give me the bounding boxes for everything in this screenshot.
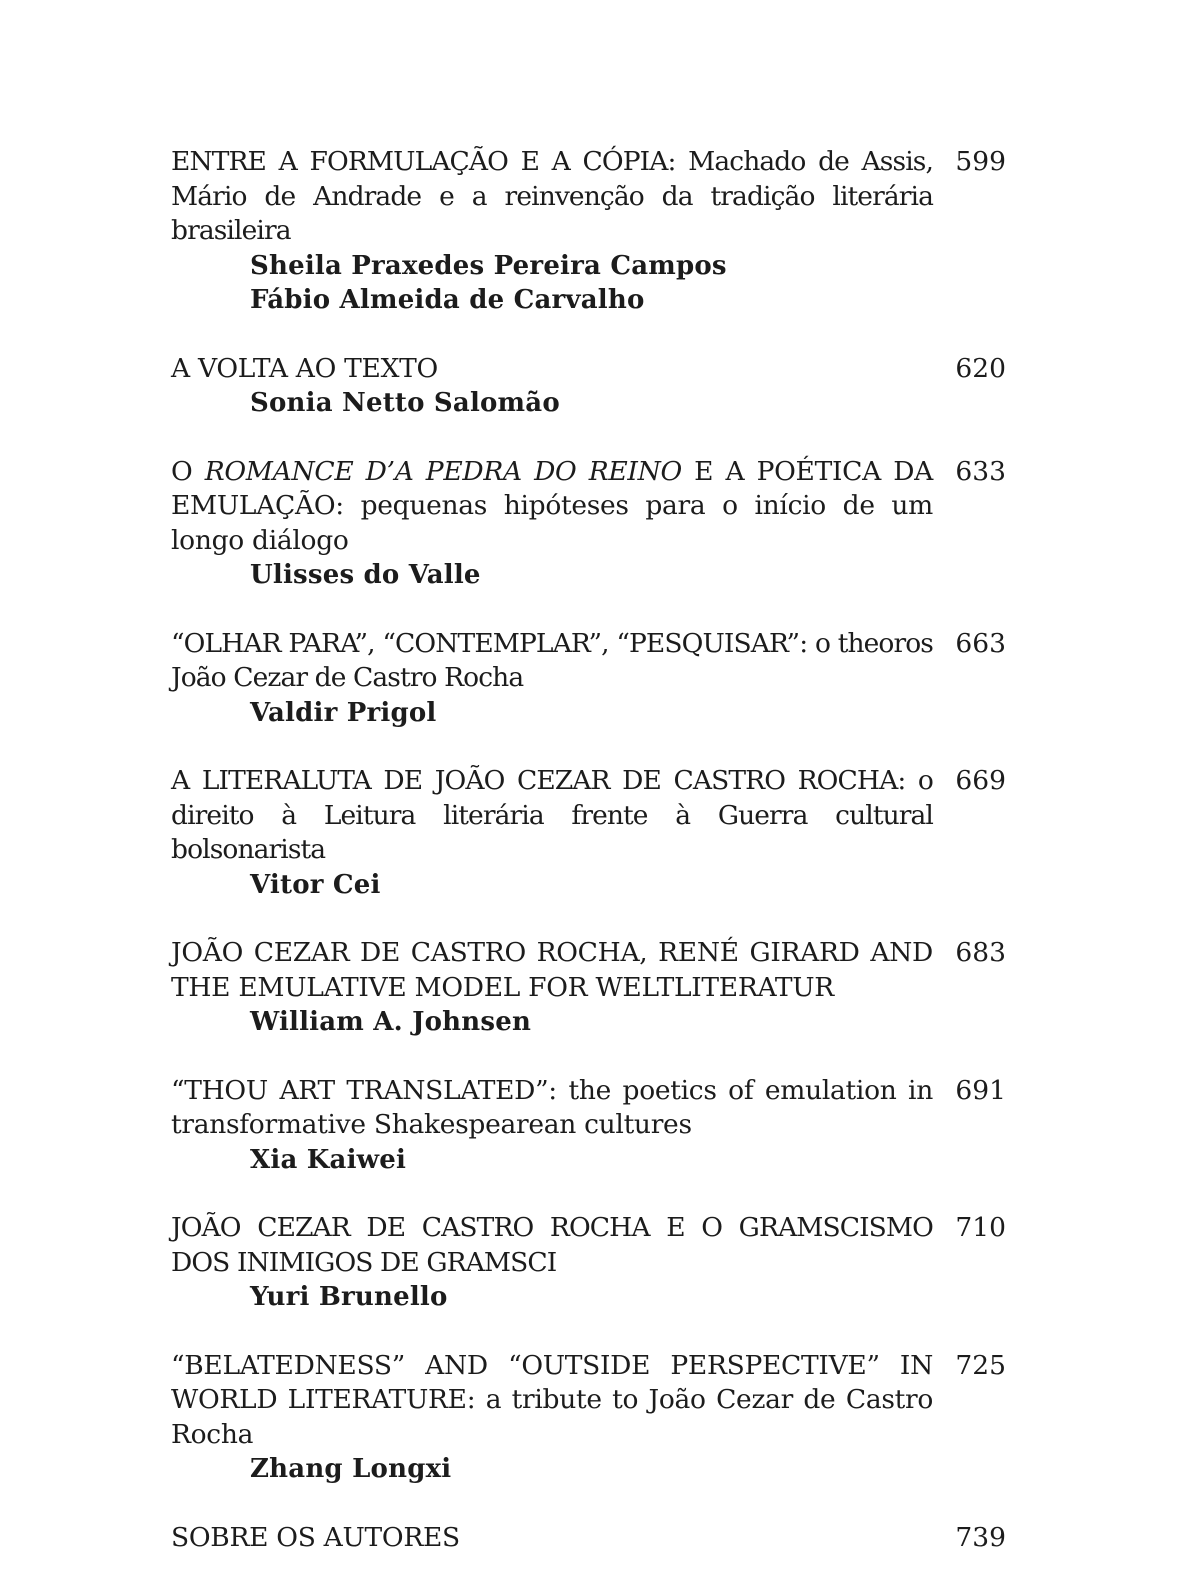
author-name: William A. Johnsen bbox=[250, 1007, 532, 1037]
entry-title[interactable] bbox=[171, 455, 933, 559]
entry-title[interactable]: JOÃO CEZAR DE CASTRO ROCHA E O GRAMSCISMO DOS INIMIGOS DE GRAMSCI bbox=[171, 1212, 933, 1278]
author-name: Zhang Longxi bbox=[250, 1454, 452, 1484]
entry-title[interactable]: JOÃO CEZAR DE CASTRO ROCHA, RENÉ GIRARD AND THE EMULATIVE MODEL FOR WELTLITERATUR bbox=[171, 937, 933, 1003]
author-name: Ulisses do Valle bbox=[250, 560, 481, 590]
page-number: 691 bbox=[955, 1074, 1006, 1106]
entry-title[interactable]: SOBRE OS AUTORES bbox=[171, 1521, 460, 1553]
toc-entry[interactable] bbox=[171, 352, 1006, 421]
page-number: 663 bbox=[955, 627, 1006, 659]
author-name: Fábio Almeida de Carvalho bbox=[250, 285, 645, 315]
author-name: Valdir Prigol bbox=[250, 697, 437, 728]
page-number: 683 bbox=[955, 937, 1006, 968]
page-number: 739 bbox=[955, 1521, 1006, 1553]
page-number: 620 bbox=[955, 352, 1006, 384]
author-name: Sheila Praxedes Pereira Campos bbox=[250, 250, 727, 281]
page-number: 725 bbox=[955, 1349, 1006, 1381]
toc-entry[interactable] bbox=[171, 936, 1006, 1040]
entry-title-italic: ROMANCE D’A PEDRA DO REINO bbox=[204, 455, 682, 487]
entry-title-prefix: O bbox=[171, 455, 205, 487]
page-number: 669 bbox=[955, 765, 1006, 796]
page-number: 633 bbox=[955, 455, 1006, 487]
author-name: Yuri Brunello bbox=[250, 1282, 448, 1312]
entry-title[interactable]: A LITERALUTA DE JOÃO CEZAR DE CASTRO ROCHA: o direito à Leitura literária frente à Guerra cultural bolsonarista bbox=[171, 765, 933, 865]
toc-entry[interactable] bbox=[171, 1349, 1006, 1487]
toc-entry[interactable] bbox=[171, 1211, 1006, 1315]
entry-title[interactable]: A VOLTA AO TEXTO bbox=[171, 352, 438, 384]
table-of-contents bbox=[171, 145, 1006, 1589]
toc-entry[interactable] bbox=[171, 1074, 1006, 1178]
author-name: Vitor Cei bbox=[250, 869, 381, 900]
entry-title[interactable]: “THOU ART TRANSLATED”: the poetics of emulation in transformative Shakespearean cultures bbox=[171, 1074, 933, 1140]
toc-entry[interactable] bbox=[171, 627, 1006, 731]
page-number: 710 bbox=[955, 1212, 1006, 1243]
entry-title[interactable]: “BELATEDNESS” AND “OUTSIDE PERSPECTIVE” IN WORLD LITERATURE: a tribute to João Cezar de Castro Rocha bbox=[171, 1349, 933, 1450]
toc-entry[interactable] bbox=[171, 1521, 1006, 1556]
author-name: Xia Kaiwei bbox=[250, 1144, 407, 1175]
entry-title-suffix: E A POÉTICA DA EMULAÇÃO: pequenas hipóteses para o início de um longo diálogo bbox=[171, 455, 933, 556]
entry-title[interactable]: ENTRE A FORMULAÇÃO E A CÓPIA: Machado de Assis, Mário de Andrade e a reinvenção da tradição literária brasileira bbox=[171, 146, 933, 246]
toc-entry[interactable] bbox=[171, 145, 1006, 318]
author-name: Sonia Netto Salomão bbox=[250, 388, 560, 418]
page-number: 599 bbox=[955, 146, 1006, 177]
toc-entry[interactable] bbox=[171, 455, 1006, 593]
toc-entry[interactable] bbox=[171, 764, 1006, 902]
entry-title[interactable]: “OLHAR PARA”, “CONTEMPLAR”, “PESQUISAR”: o theoros João Cezar de Castro Rocha bbox=[171, 627, 933, 693]
